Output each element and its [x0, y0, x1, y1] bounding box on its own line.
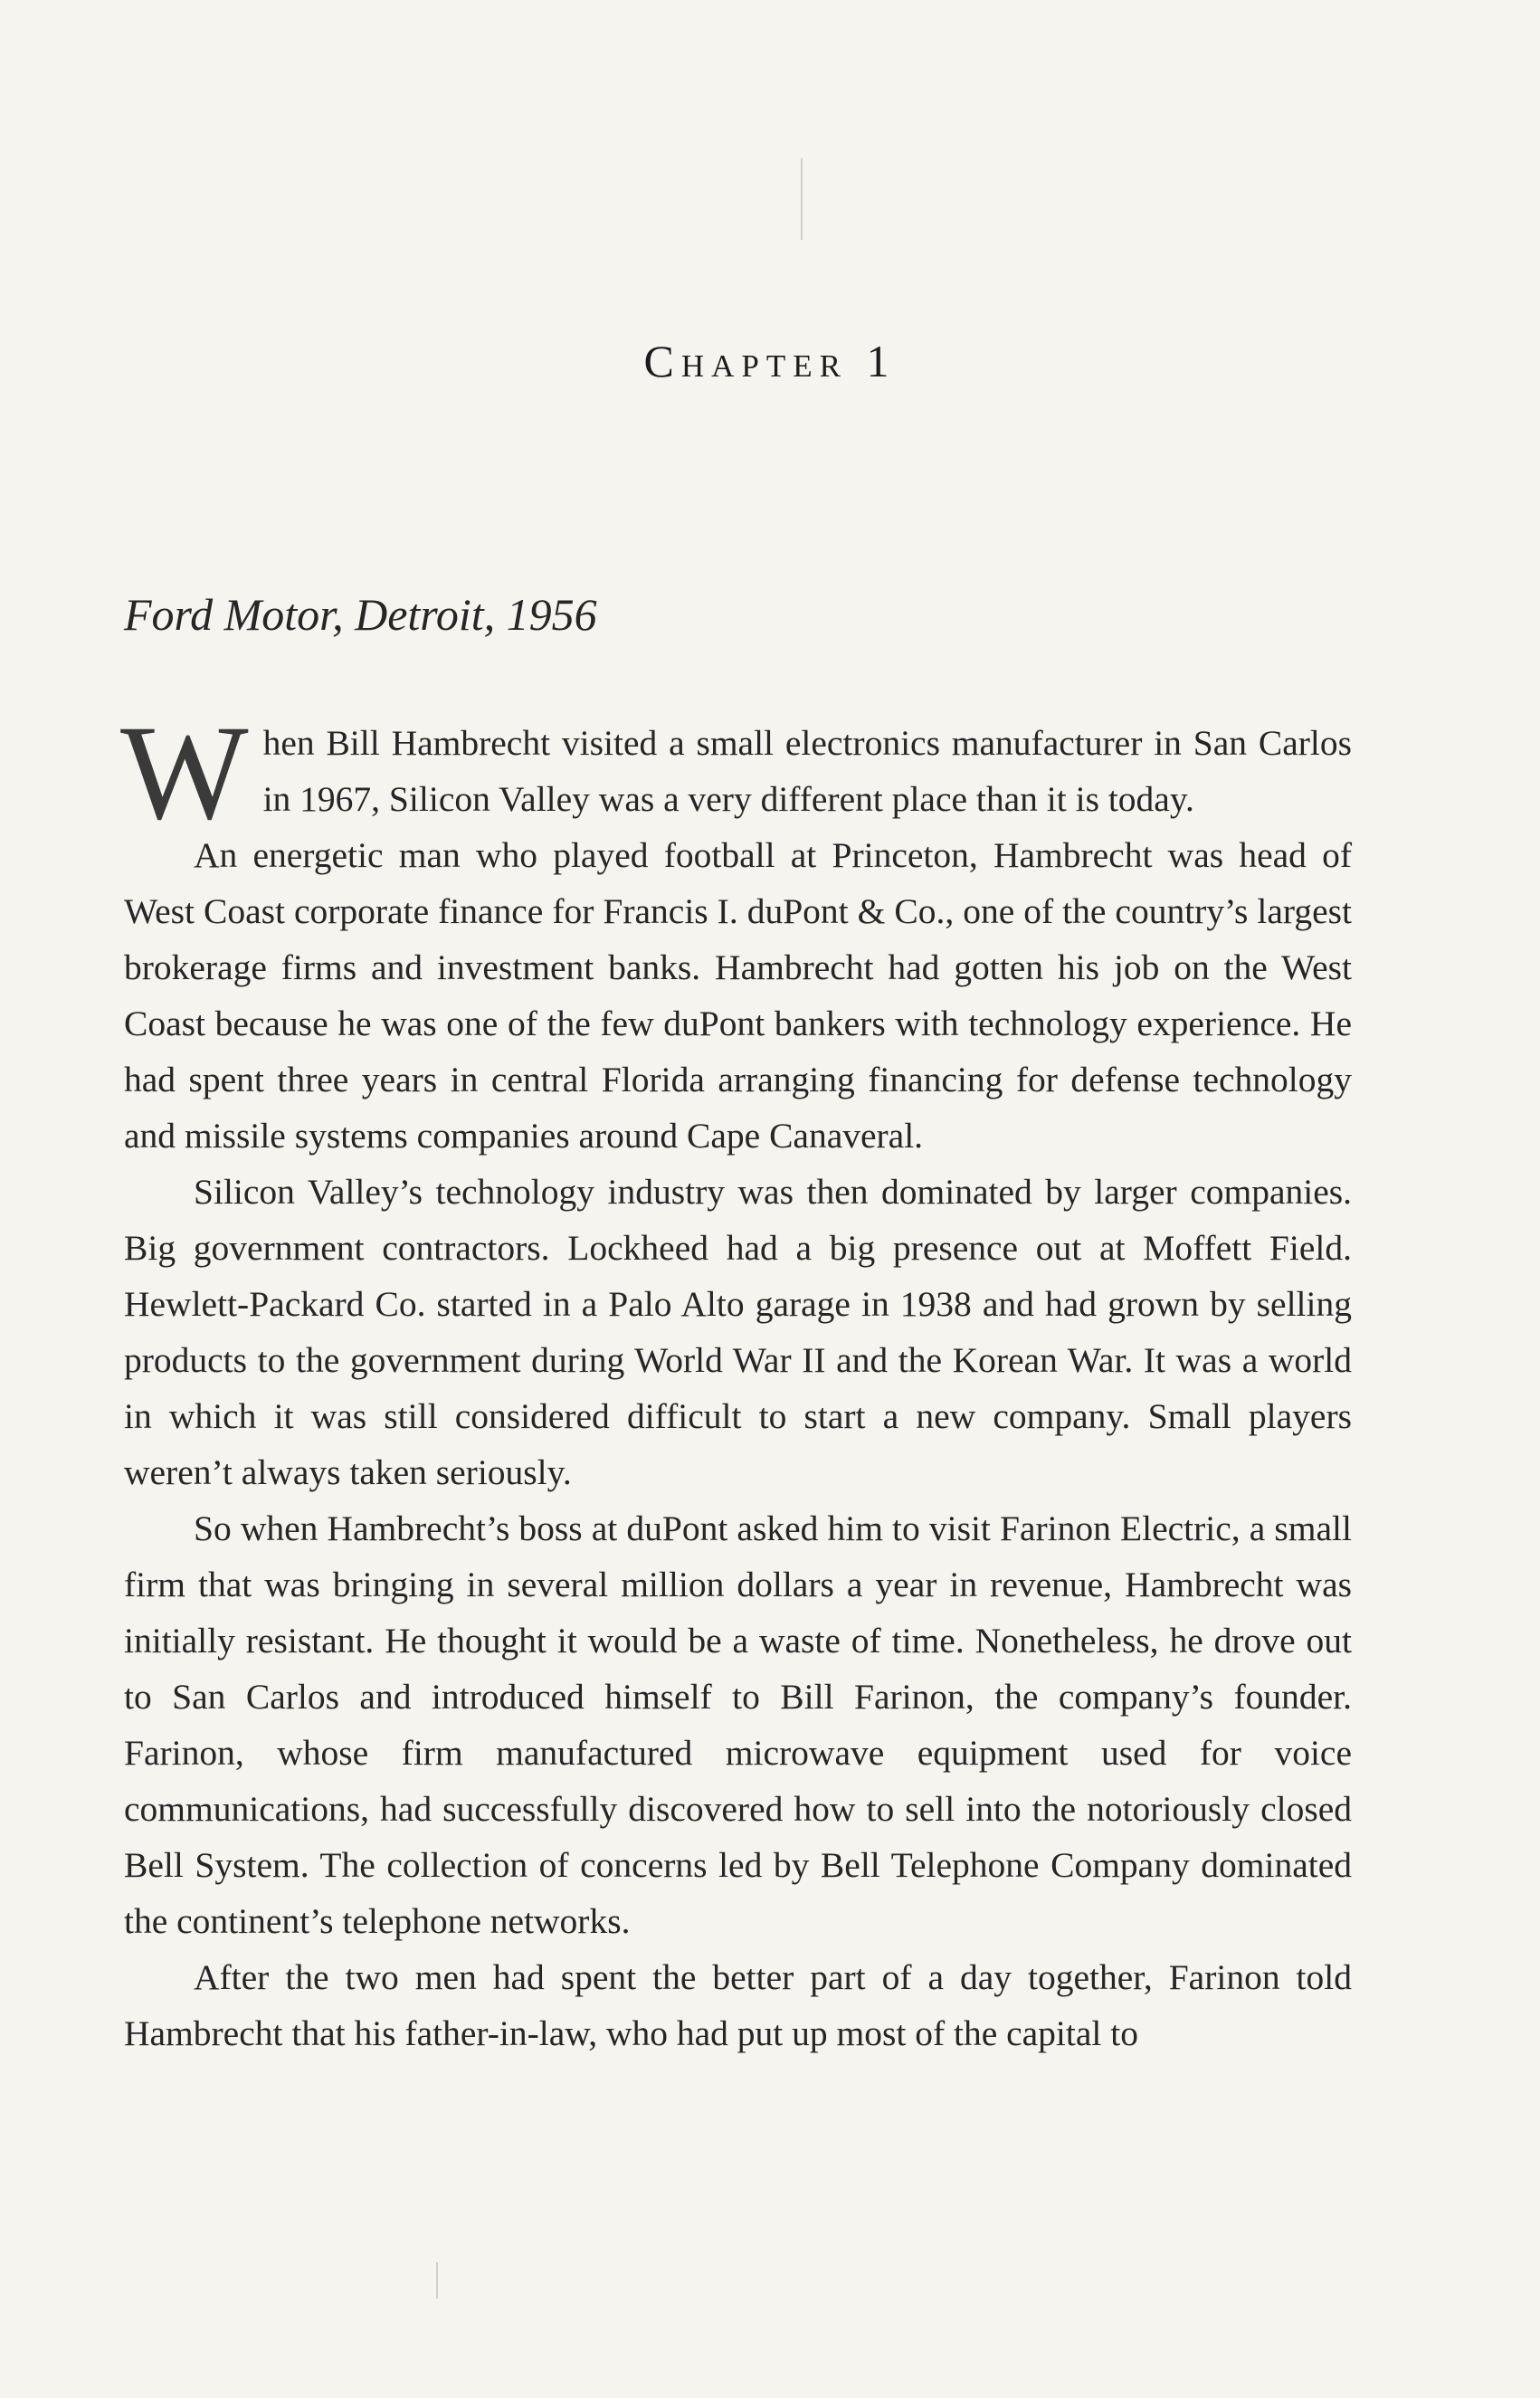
paragraph-4: So when Hambrecht’s boss at duPont asked him to visit Farinon Electric, a small firm that was bringing in several million dollars a year in revenue, Hambrecht was initially resistant. He thought it would be a waste of time. Nonetheless, he drove out to San Carlos and introduced himself to Bill Farinon, the company’s founder. Farinon, whose firm manufactured microwave equipment used for voice communications, had successfully discovered how to sell into the notoriously closed Bell System. The collection of concerns led by Bell Telephone Company dominated the continent’s telephone networks.	[124, 1508, 1352, 1941]
body-text	[120, 698, 1352, 2061]
chapter-heading: Chapter 1	[643, 336, 897, 386]
drop-cap: W	[120, 698, 249, 848]
scan-artifact-mark	[436, 2262, 438, 2298]
section-title: Ford Motor, Detroit, 1956	[124, 589, 597, 640]
paragraph-1	[120, 698, 1352, 848]
paragraph-3: Silicon Valley’s technology industry was then dominated by larger companies. Big government contractors. Lockheed had a big presence out at Moffett Field. Hewlett-Packard Co. started in a Palo Alto garage in 1938 and had grown by selling products to the government during World War II and the Korean War. It was a world in which it was still considered difficult to start a new company. Small players weren’t always taken seriously.	[124, 1172, 1352, 1492]
paragraph-5: After the two men had spent the better part of a day together, Farinon told Hambrecht that his father-in-law, who had put up most of the capital to	[124, 1957, 1352, 2053]
scan-artifact-mark	[801, 158, 803, 240]
paragraph-2: An energetic man who played football at Princeton, Hambrecht was head of West Coast corporate finance for Francis I. duPont & Co., one of the country’s largest brokerage firms and investment banks. Hambrecht had gotten his job on the West Coast because he was one of the few duPont bankers with technology experience. He had spent three years in central Florida arranging financing for defense technology and missile systems companies around Cape Canaveral.	[124, 835, 1352, 1156]
paragraph-1-text: hen Bill Hambrecht visited a small electronics manufacturer in San Carlos in 1967, Silicon Valley was a very different place than it is today.	[262, 723, 1352, 819]
